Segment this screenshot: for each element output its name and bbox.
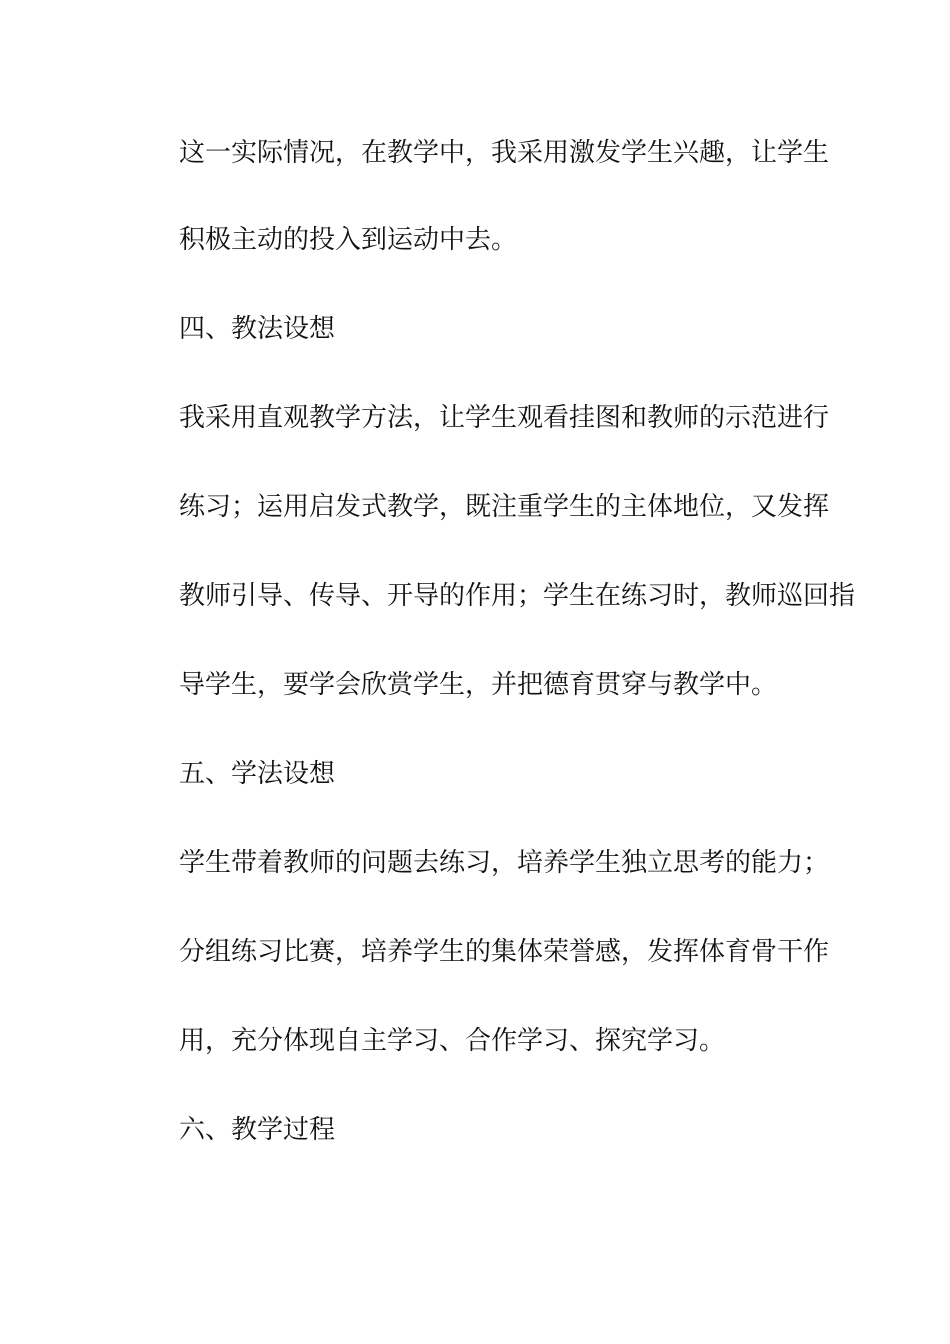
body-text-line: 教师引导、传导、开导的作用；学生在练习时，教师巡回指 [179,581,856,611]
section-heading: 五、学法设想 [179,759,336,789]
section-heading: 四、教法设想 [179,314,336,344]
body-text-line: 分组练习比赛，培养学生的集体荣誉感，发挥体育骨干作 [179,937,830,967]
body-text-line: 这一实际情况，在教学中，我采用激发学生兴趣，让学生 [179,138,830,168]
body-text-line: 学生带着教师的问题去练习，培养学生独立思考的能力； [179,848,830,878]
body-text-line: 用，充分体现自主学习、合作学习、探究学习。 [179,1026,726,1056]
body-text-line: 我采用直观教学方法，让学生观看挂图和教师的示范进行 [179,403,830,433]
body-text-line: 练习；运用启发式教学，既注重学生的主体地位，又发挥 [179,492,830,522]
body-text-line: 导学生，要学会欣赏学生，并把德育贯穿与教学中。 [179,670,778,700]
section-heading: 六、教学过程 [179,1115,336,1145]
body-text-line: 积极主动的投入到运动中去。 [179,225,518,255]
